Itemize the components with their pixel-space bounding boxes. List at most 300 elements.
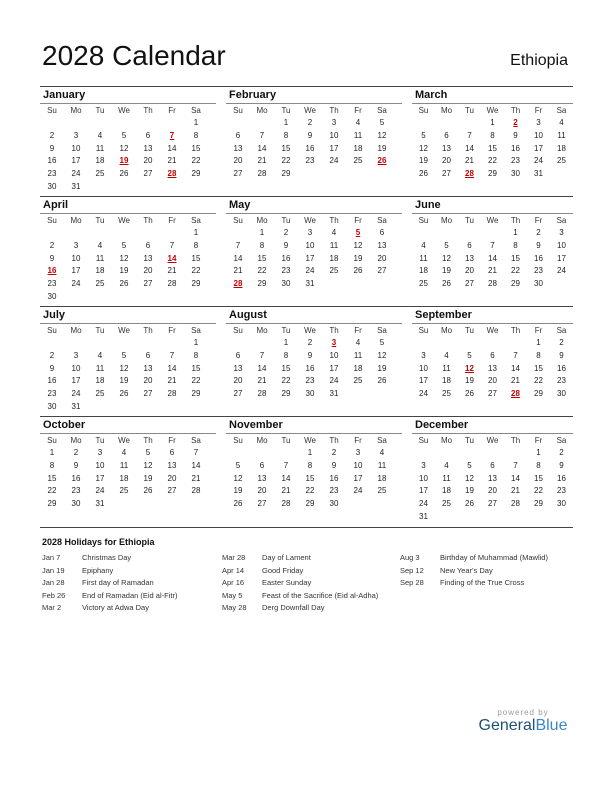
day: 11 bbox=[95, 253, 105, 263]
holiday-item bbox=[400, 552, 548, 565]
day: 10 bbox=[534, 130, 543, 140]
weekday-label: Su bbox=[418, 106, 429, 115]
day: 14 bbox=[191, 460, 201, 470]
day: 5 bbox=[121, 240, 127, 250]
day: 8 bbox=[513, 240, 518, 250]
weekday-header bbox=[226, 213, 402, 227]
month-name: June bbox=[415, 199, 441, 211]
day: 27 bbox=[465, 279, 474, 289]
empty-day bbox=[435, 117, 458, 130]
holiday-day: 28 bbox=[233, 279, 243, 289]
day: 9 bbox=[536, 240, 541, 250]
holiday-date: Jan 28 bbox=[42, 578, 65, 587]
day: 22 bbox=[281, 156, 291, 166]
day: 15 bbox=[281, 363, 291, 373]
day: 11 bbox=[95, 143, 105, 153]
day: 27 bbox=[143, 279, 153, 289]
day: 17 bbox=[329, 143, 339, 153]
month-name: July bbox=[43, 309, 66, 321]
weekday-label: Th bbox=[143, 326, 153, 335]
day-grid bbox=[226, 337, 394, 401]
day: 7 bbox=[513, 460, 518, 470]
holiday-item bbox=[222, 602, 378, 615]
country-label: Ethiopia bbox=[510, 52, 568, 69]
day: 2 bbox=[49, 240, 55, 250]
day: 15 bbox=[488, 143, 497, 153]
weekday-label: Fr bbox=[534, 106, 543, 115]
day: 9 bbox=[331, 460, 337, 470]
month-block bbox=[412, 87, 573, 196]
day: 5 bbox=[121, 130, 127, 140]
day: 2 bbox=[73, 448, 79, 457]
day-grid bbox=[40, 227, 208, 304]
day: 29 bbox=[534, 389, 543, 399]
weekday-label: Mo bbox=[440, 106, 453, 115]
day: 26 bbox=[353, 266, 363, 276]
weekday-label: Tu bbox=[464, 106, 475, 115]
day: 6 bbox=[169, 448, 175, 457]
weekday-label: Mo bbox=[70, 106, 82, 115]
day: 28 bbox=[281, 499, 291, 509]
day: 17 bbox=[419, 486, 428, 496]
weekday-label: Su bbox=[47, 326, 57, 335]
day: 4 bbox=[97, 130, 103, 140]
day: 2 bbox=[559, 448, 564, 457]
day: 15 bbox=[534, 363, 543, 373]
day: 29 bbox=[47, 499, 57, 509]
day: 21 bbox=[465, 156, 474, 166]
weekday-label: Sa bbox=[556, 216, 567, 225]
day: 3 bbox=[97, 448, 103, 457]
day: 4 bbox=[97, 350, 103, 360]
holiday-date: Mar 2 bbox=[42, 603, 62, 612]
empty-day bbox=[112, 337, 136, 350]
day: 8 bbox=[283, 350, 289, 360]
day: 19 bbox=[119, 266, 129, 276]
holiday-column bbox=[42, 552, 177, 615]
weekday-label: We bbox=[486, 216, 499, 225]
empty-day bbox=[412, 447, 435, 460]
day: 7 bbox=[259, 350, 265, 360]
month-row bbox=[40, 86, 573, 196]
day: 22 bbox=[191, 156, 201, 166]
month-name: January bbox=[43, 89, 86, 101]
day: 27 bbox=[143, 169, 153, 179]
day: 23 bbox=[305, 376, 315, 386]
day: 23 bbox=[557, 486, 566, 496]
holiday-day: 19 bbox=[119, 156, 129, 166]
day: 4 bbox=[97, 240, 103, 250]
weekday-header bbox=[40, 433, 216, 447]
empty-day bbox=[458, 227, 481, 240]
day: 16 bbox=[305, 363, 315, 373]
day: 1 bbox=[193, 228, 199, 237]
weekday-label: Tu bbox=[464, 436, 475, 445]
day-grid bbox=[412, 117, 573, 181]
empty-day bbox=[481, 337, 504, 350]
day-grid bbox=[226, 447, 394, 511]
day: 29 bbox=[511, 279, 520, 289]
day: 18 bbox=[442, 486, 451, 496]
weekday-label: Sa bbox=[377, 326, 387, 335]
day: 5 bbox=[379, 118, 385, 127]
empty-day bbox=[458, 447, 481, 460]
weekday-label: Th bbox=[510, 326, 521, 335]
day: 1 bbox=[193, 338, 199, 347]
holiday-column bbox=[400, 552, 548, 590]
day: 29 bbox=[191, 169, 201, 179]
weekday-header bbox=[40, 323, 216, 337]
day: 23 bbox=[47, 279, 57, 289]
day: 15 bbox=[257, 253, 267, 263]
day: 14 bbox=[233, 253, 243, 263]
day: 13 bbox=[257, 473, 267, 483]
day: 16 bbox=[47, 376, 57, 386]
day: 26 bbox=[143, 486, 153, 496]
day-grid bbox=[40, 447, 208, 511]
empty-day bbox=[412, 117, 435, 130]
day: 5 bbox=[145, 448, 151, 457]
day: 17 bbox=[419, 376, 428, 386]
day: 3 bbox=[536, 118, 541, 127]
holiday-name: End of Ramadan (Eid al-Fitr) bbox=[82, 590, 178, 600]
day: 29 bbox=[534, 499, 543, 509]
empty-day bbox=[64, 227, 88, 240]
weekday-label: Mo bbox=[256, 436, 268, 445]
day: 11 bbox=[119, 460, 129, 470]
day: 14 bbox=[167, 143, 177, 153]
empty-day bbox=[226, 337, 250, 350]
day: 10 bbox=[305, 240, 315, 250]
day: 5 bbox=[121, 350, 127, 360]
day: 22 bbox=[191, 376, 201, 386]
day: 4 bbox=[355, 338, 361, 347]
day: 26 bbox=[119, 169, 129, 179]
day: 5 bbox=[379, 338, 385, 347]
day: 1 bbox=[536, 338, 541, 347]
weekday-label: Fr bbox=[168, 106, 176, 115]
day: 4 bbox=[355, 118, 361, 127]
weekday-label: We bbox=[118, 326, 130, 335]
day: 25 bbox=[329, 266, 339, 276]
weekday-label: Sa bbox=[191, 326, 201, 335]
weekday-label: Th bbox=[329, 216, 339, 225]
holiday-name: Finding of the True Cross bbox=[440, 578, 525, 587]
day: 18 bbox=[329, 253, 339, 263]
day: 21 bbox=[281, 486, 291, 496]
day: 12 bbox=[143, 460, 153, 470]
day: 25 bbox=[353, 156, 363, 166]
holiday-name: Good Friday bbox=[262, 565, 304, 575]
day: 11 bbox=[353, 130, 363, 140]
day: 14 bbox=[257, 363, 267, 373]
day: 1 bbox=[513, 228, 518, 237]
weekday-label: Th bbox=[143, 436, 153, 445]
weekday-label: Sa bbox=[377, 436, 387, 445]
day: 13 bbox=[377, 240, 387, 250]
day: 27 bbox=[377, 266, 387, 276]
weekday-label: Th bbox=[329, 436, 339, 445]
day: 26 bbox=[465, 499, 474, 509]
day: 19 bbox=[465, 376, 474, 386]
day: 6 bbox=[235, 130, 241, 140]
day: 11 bbox=[377, 460, 387, 470]
weekday-label: We bbox=[304, 436, 316, 445]
day: 25 bbox=[119, 486, 129, 496]
brand-name-blue: Blue bbox=[535, 717, 568, 734]
day-grid bbox=[412, 227, 573, 291]
weekday-label: Sa bbox=[556, 106, 567, 115]
day: 27 bbox=[233, 389, 243, 399]
day: 2 bbox=[49, 350, 55, 360]
day: 17 bbox=[71, 376, 81, 386]
day: 19 bbox=[377, 363, 387, 373]
day: 20 bbox=[233, 376, 243, 386]
day: 4 bbox=[121, 448, 127, 457]
day: 26 bbox=[377, 376, 387, 386]
holiday-date: May 28 bbox=[222, 603, 247, 612]
day: 1 bbox=[259, 228, 265, 237]
day: 21 bbox=[257, 156, 267, 166]
day: 10 bbox=[71, 143, 81, 153]
day: 29 bbox=[281, 169, 291, 179]
day: 24 bbox=[305, 266, 315, 276]
day: 12 bbox=[119, 363, 129, 373]
weekday-label: Th bbox=[510, 106, 521, 115]
weekday-label: Fr bbox=[534, 216, 543, 225]
day: 3 bbox=[73, 130, 79, 140]
month-name: April bbox=[43, 199, 69, 211]
day: 17 bbox=[95, 473, 105, 483]
day: 4 bbox=[421, 240, 426, 250]
day-grid bbox=[226, 117, 394, 181]
weekday-label: Tu bbox=[281, 106, 291, 115]
day: 20 bbox=[257, 486, 267, 496]
brand-name bbox=[478, 717, 568, 735]
holiday-day: 12 bbox=[465, 363, 474, 373]
holiday-item bbox=[42, 565, 177, 578]
day: 7 bbox=[283, 460, 289, 470]
holiday-date: Sep 12 bbox=[400, 565, 424, 575]
empty-day bbox=[504, 337, 527, 350]
day: 20 bbox=[465, 266, 474, 276]
day: 24 bbox=[419, 389, 428, 399]
day: 28 bbox=[257, 169, 267, 179]
day: 24 bbox=[329, 156, 339, 166]
weekday-label: Fr bbox=[354, 106, 362, 115]
holiday-name: Easter Sunday bbox=[262, 578, 312, 587]
day: 3 bbox=[73, 240, 79, 250]
holiday-day: 26 bbox=[377, 156, 387, 166]
day: 18 bbox=[95, 376, 105, 386]
day: 27 bbox=[488, 499, 497, 509]
holiday-day: 28 bbox=[167, 169, 177, 179]
day: 23 bbox=[557, 376, 566, 386]
empty-day bbox=[136, 227, 160, 240]
day: 30 bbox=[281, 279, 291, 289]
empty-day bbox=[160, 227, 184, 240]
day: 23 bbox=[71, 486, 81, 496]
day: 3 bbox=[355, 448, 361, 457]
day: 13 bbox=[143, 363, 153, 373]
day: 1 bbox=[283, 118, 289, 127]
day: 31 bbox=[534, 169, 543, 179]
day: 19 bbox=[442, 266, 451, 276]
day: 6 bbox=[444, 130, 449, 140]
day: 2 bbox=[331, 448, 337, 457]
month-block bbox=[226, 417, 412, 527]
month-row bbox=[40, 196, 573, 306]
day: 22 bbox=[281, 376, 291, 386]
empty-day bbox=[250, 117, 274, 130]
holiday-column bbox=[222, 552, 378, 615]
day: 24 bbox=[71, 279, 81, 289]
day: 8 bbox=[283, 130, 289, 140]
month-block bbox=[412, 307, 573, 416]
day: 10 bbox=[419, 363, 428, 373]
day: 8 bbox=[307, 460, 313, 470]
day: 18 bbox=[95, 156, 105, 166]
day: 16 bbox=[47, 156, 57, 166]
day: 1 bbox=[490, 118, 495, 127]
day: 15 bbox=[511, 253, 520, 263]
day: 19 bbox=[377, 143, 387, 153]
month-block bbox=[412, 197, 573, 306]
day: 27 bbox=[167, 486, 177, 496]
day: 21 bbox=[167, 266, 177, 276]
day: 10 bbox=[353, 460, 363, 470]
day: 16 bbox=[71, 473, 81, 483]
day: 16 bbox=[557, 473, 566, 483]
brand-logo bbox=[478, 708, 568, 735]
day: 10 bbox=[71, 363, 81, 373]
day: 19 bbox=[143, 473, 153, 483]
day: 24 bbox=[95, 486, 105, 496]
day: 4 bbox=[379, 448, 385, 457]
day: 30 bbox=[47, 181, 57, 191]
holiday-date: Sep 28 bbox=[400, 578, 424, 587]
day: 12 bbox=[465, 473, 474, 483]
holiday-name: Epiphany bbox=[82, 565, 114, 575]
weekday-label: Fr bbox=[354, 216, 362, 225]
empty-day bbox=[40, 337, 64, 350]
month-name: October bbox=[43, 419, 86, 431]
day: 11 bbox=[442, 473, 451, 483]
day: 28 bbox=[511, 499, 520, 509]
empty-day bbox=[136, 117, 160, 130]
holiday-item bbox=[42, 552, 177, 565]
month-block bbox=[40, 87, 226, 196]
day: 4 bbox=[444, 460, 449, 470]
holiday-name: Christmas Day bbox=[82, 553, 132, 562]
day: 9 bbox=[513, 130, 518, 140]
day: 9 bbox=[49, 363, 55, 373]
month-block bbox=[226, 197, 412, 306]
empty-day bbox=[88, 337, 112, 350]
day: 1 bbox=[536, 448, 541, 457]
day: 21 bbox=[167, 156, 177, 166]
day: 15 bbox=[47, 473, 57, 483]
day: 3 bbox=[559, 228, 564, 237]
day: 30 bbox=[557, 389, 566, 399]
month-row bbox=[40, 416, 573, 528]
day: 22 bbox=[534, 486, 543, 496]
day: 12 bbox=[419, 143, 428, 153]
day: 16 bbox=[305, 143, 315, 153]
day: 8 bbox=[490, 130, 495, 140]
empty-day bbox=[112, 227, 136, 240]
day: 17 bbox=[353, 473, 363, 483]
day: 13 bbox=[167, 460, 177, 470]
holiday-date: Apr 14 bbox=[222, 565, 245, 575]
day: 16 bbox=[329, 473, 339, 483]
day: 31 bbox=[305, 279, 315, 289]
day: 24 bbox=[329, 376, 339, 386]
day: 12 bbox=[442, 253, 451, 263]
day: 23 bbox=[305, 156, 315, 166]
weekday-label: Tu bbox=[281, 216, 291, 225]
weekday-label: We bbox=[304, 326, 316, 335]
weekday-label: Tu bbox=[281, 436, 291, 445]
day: 16 bbox=[557, 363, 566, 373]
brand-name-general: General bbox=[478, 717, 536, 734]
weekday-label: Su bbox=[47, 436, 57, 445]
day: 6 bbox=[235, 350, 241, 360]
day-grid bbox=[412, 447, 573, 524]
day: 20 bbox=[143, 156, 153, 166]
holiday-item bbox=[42, 590, 177, 603]
month-row bbox=[40, 306, 573, 416]
month-name: November bbox=[229, 419, 283, 431]
weekday-label: Sa bbox=[556, 436, 567, 445]
day: 23 bbox=[47, 389, 57, 399]
month-block bbox=[40, 417, 226, 527]
day: 25 bbox=[557, 156, 566, 166]
day: 21 bbox=[511, 376, 520, 386]
weekday-label: We bbox=[304, 216, 316, 225]
day: 20 bbox=[233, 156, 243, 166]
day: 7 bbox=[467, 130, 472, 140]
day: 13 bbox=[488, 363, 497, 373]
empty-day bbox=[88, 117, 112, 130]
weekday-label: Mo bbox=[256, 326, 268, 335]
weekday-label: Tu bbox=[95, 436, 105, 445]
weekday-label: We bbox=[304, 106, 316, 115]
day: 27 bbox=[488, 389, 497, 399]
day: 9 bbox=[283, 240, 289, 250]
day: 20 bbox=[442, 156, 451, 166]
day: 17 bbox=[329, 363, 339, 373]
day: 9 bbox=[49, 143, 55, 153]
day: 20 bbox=[143, 266, 153, 276]
holiday-date: Apr 16 bbox=[222, 578, 245, 587]
day: 22 bbox=[191, 266, 201, 276]
day: 17 bbox=[71, 156, 81, 166]
empty-day bbox=[64, 337, 88, 350]
holiday-day: 28 bbox=[511, 389, 520, 399]
day: 24 bbox=[71, 389, 81, 399]
day: 4 bbox=[559, 118, 564, 127]
day: 29 bbox=[281, 389, 291, 399]
weekday-label: Tu bbox=[95, 216, 105, 225]
holiday-name: Derg Downfall Day bbox=[262, 603, 325, 612]
weekday-label: Sa bbox=[191, 436, 201, 445]
day: 6 bbox=[490, 350, 495, 360]
day: 27 bbox=[257, 499, 267, 509]
empty-day bbox=[64, 117, 88, 130]
day: 10 bbox=[419, 473, 428, 483]
day: 23 bbox=[47, 169, 57, 179]
